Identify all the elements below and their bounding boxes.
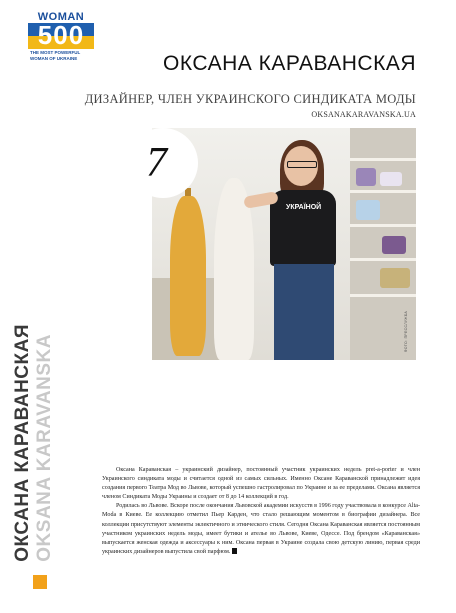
vertical-name-cyrillic: ОКСАНА КАРАВАНСКАЯ: [12, 324, 33, 562]
photo-fabric: [356, 200, 380, 220]
article-paragraph-text: Родилась во Львове. Вскоре после окончания Львовской академии искусств в 1996 году участвовала в конкурсе Alta-Moda в Киеве. Ее коллекцию отметил Пьер Карден, что стало решающим моментом в биографии дизайнера. Все коллекции присутствуют элементы эклектичного и этнического стиля. Сегодня Оксана Караванская является постоянным участником украинских недель моды, имеет бутики и ателье во Львове, Киеве, Одессе. Под брендом «Караванская» выпускается женская одежда и аксессуары к ним. Оксана первая в Украине создала свою детскую линию, первая среди украинских дизайнеров выпустила свой парфюм.: [102, 503, 420, 555]
vertical-name: [2, 324, 66, 562]
subtitle: ДИЗАЙНЕР, ЧЛЕН УКРАИНСКОГО СИНДИКАТА МОДЫ: [84, 92, 416, 106]
photo-fabric: [380, 172, 402, 186]
photo-glasses: [287, 161, 317, 168]
photo-mannequin-yellow: [170, 196, 206, 356]
article-body: [102, 466, 420, 557]
photo-fabric: [382, 236, 406, 254]
photo-fabric: [380, 268, 410, 288]
photo-fabric: [356, 168, 376, 186]
article-paragraph: [102, 502, 420, 557]
accent-square: [33, 575, 47, 589]
page-title: ОКСАНА КАРАВАНСКАЯ: [163, 52, 416, 75]
woman-500-logo: [28, 12, 98, 64]
rank-number: 7: [146, 140, 167, 186]
photo-credit: ФОТО: ПРЕССЛУЖБА: [404, 310, 408, 352]
website-link[interactable]: OKSANAKARAVANSKA.UA: [311, 110, 416, 119]
photo-shirt: [270, 190, 336, 266]
logo-word: WOMAN: [37, 11, 85, 23]
photo-jeans: [274, 264, 334, 360]
vertical-name-latin: OKSANA KARAVANSKA: [34, 334, 55, 562]
photo-shirt-text: УКРАЇНОЙ: [286, 204, 322, 211]
logo-number: 500: [37, 20, 85, 50]
end-mark: [232, 548, 237, 554]
logo-tagline: THE MOST POWERFUL WOMAN OF UKRAINE: [30, 50, 81, 61]
article-paragraph: Оксана Караванская – украинский дизайнер, постоянный участник украинских недель pret-a-porter и член Украинского синдиката моды и считается одной из самых сильных. Именно Оксане Караванской принадлежит идея создания первого Театра Мод во Львове, который успешно гастролировал по Украине и за ее пределами. Оксана является членом Синдиката Моды Украины и создает от 8 до 14 коллекций в год.: [102, 467, 420, 501]
